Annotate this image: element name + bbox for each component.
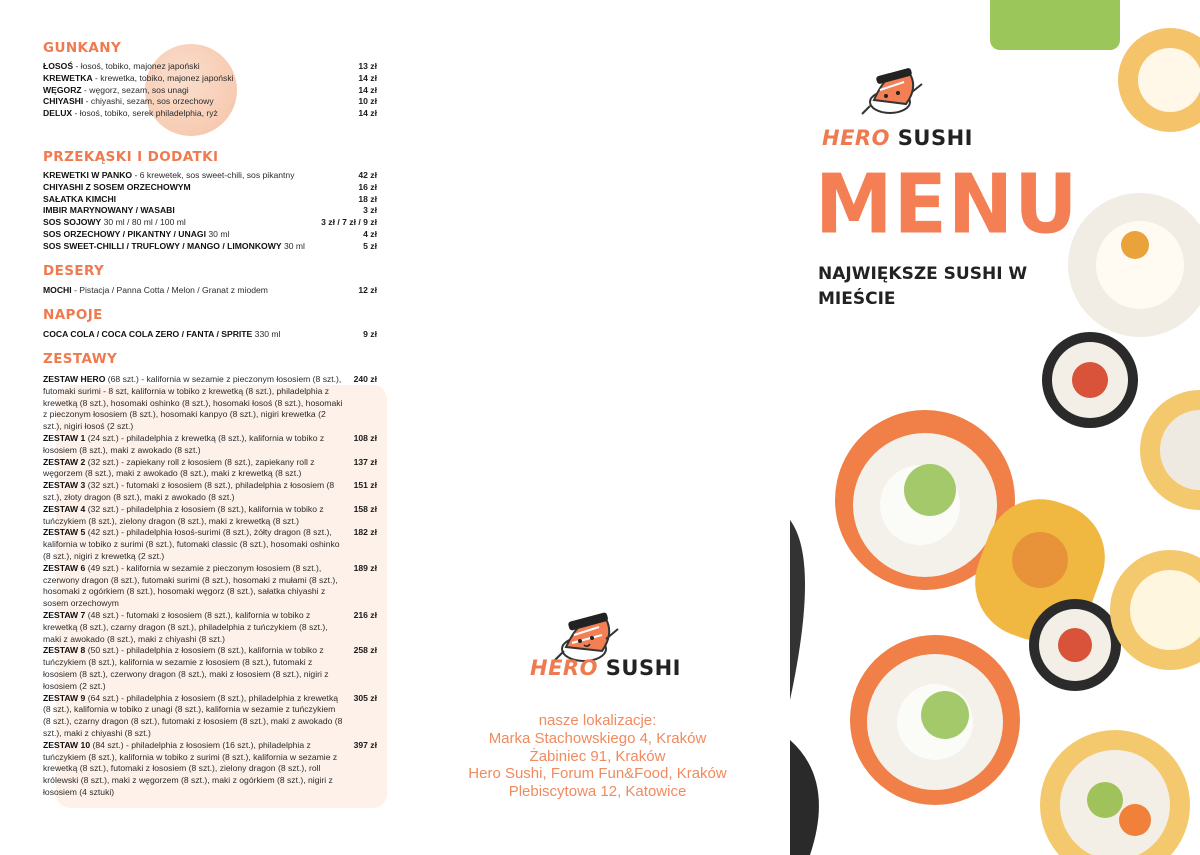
menu-item-name: ZESTAW 7 [43,609,86,620]
menu-item-row [43,73,377,85]
menu-item-row [43,61,377,73]
menu-item-name: SOS ORZECHOWY / PIKANTNY / UNAGI [43,228,206,239]
menu-item-price: 397 zł [353,739,377,750]
menu-item-name: SOS SWEET-CHILLI / TRUFLOWY / MANGO / LIMONKOWY [43,240,282,251]
menu-item-details: (84 szt.) - philadelphia z łososiem (16 szt.), philadelphia z tuńczykiem (8 szt.), kalifornia w tobiko z surimi (8 szt.), kalifornia w sezamie z krewetką (8 szt.), futomaki z łososiem (8 szt.), zielony dragon (8 szt.), roll królewski (8 szt.), maki z węgorzem (8 szt.), maki z ogórkiem (8 szt.), nigiri z łososiem (4 sztuki) [43,739,338,797]
menu-item-name: ZESTAW 6 [43,562,86,573]
menu-item-name: CHIYASHI Z SOSEM ORZECHOWYM [43,181,191,192]
menu-item-price: 108 zł [353,432,377,443]
menu-item-description [43,563,343,610]
menu-item-details: 30 ml [281,240,305,251]
menu-item-name: ZESTAW 3 [43,480,86,491]
menu-item-row [43,96,377,108]
menu-item-row [43,740,377,799]
menu-item-description [43,108,358,120]
menu-item-row [43,329,377,341]
menu-item-name: ZESTAW 2 [43,456,86,467]
location-line: Hero Sushi, Forum Fun&Food, Kraków [468,765,727,783]
menu-item-description [43,182,358,194]
menu-item-details: (64 szt.) - philadelphia z łososiem (8 szt.), philadelphia z krewetką (8 szt.), kalifornia w tobiko z unagi (8 szt.), kalifornia w sezamie z tuńczykiem (8 szt.), czarny dragon (8 szt.), futomaki z łososiem (8 szt.), maki z awokado (8 szt.), maki z chiyashi (8 szt.) [43,692,343,738]
location-line: Marka Stachowskiego 4, Kraków [488,729,707,747]
menu-item-description [43,527,343,562]
zestawy-list [43,374,377,799]
menu-item-price: 151 zł [353,480,377,491]
menu-item-row [43,205,377,217]
menu-item-name: WĘGORZ [43,84,82,95]
menu-item-price: 189 zł [353,562,377,573]
menu-item-row [43,563,377,610]
menu-item-details: (68 szt.) - kalifornia w sezamie z pieczonym łososiem (8 szt.), futomaki surimi - 8 szt, kalifornia w tobiko z krewetką (8 szt.), philadelphia z krewetką (8 szt.), hosomaki oshinko (8 szt.), hosomaki łosoś (8 szt.), hosomaki z pieczonym łososiem (8 szt.), hosomaki kanpyo (8 szt.), nigiri krewetka (2 szt.), nigiri łosoś (2 szt.) [43,374,343,432]
menu-item-price: 3 zł [363,205,377,216]
menu-item-details: - łosoś, tobiko, serek philadelphia, ryż [72,108,218,119]
menu-item-name: DELUX [43,108,73,119]
menu-item-row [43,229,377,241]
menu-item-price: 5 zł [363,240,377,251]
menu-item-row [43,194,377,206]
hero-sushi-mascot-icon [842,52,942,132]
section-title-przekaski: PRZEKĄSKI I DODATKI [43,149,219,165]
menu-item-price: 240 zł [353,374,377,384]
menu-item-name: SAŁATKA KIMCHI [43,193,117,204]
menu-item-details: 30 ml [205,228,230,239]
menu-item-price: 216 zł [353,609,377,620]
menu-item-details: (32 szt.) - futomaki z łososiem (8 szt.), philadelphia z łososiem (8 szt.), złoty dragon (8 szt.), maki z awokado (8 szt.) [43,480,335,502]
menu-item-description [43,61,358,73]
menu-item-description [43,457,343,481]
menu-item-description [43,480,343,504]
menu-item-price: 158 zł [353,503,377,514]
locations-block [440,712,755,801]
menu-item-details: 330 ml [252,329,281,339]
menu-item-price: 182 zł [353,527,377,538]
menu-item-details: (50 szt.) - philadelphia z łososiem (8 szt.), kalifornia w tobiko z tuńczykiem (8 szt.), kalifornia w sezamie z łososiem (8 szt.), futomaki z łososiem (8 szt.), czerwony dragon (8 szt.), maki z łososiem (8 szt.), nigiri z łososiem (2 szt.) [43,645,329,691]
menu-item-details: (32 szt.) - philadelphia z łososiem (8 szt.), kalifornia w tobiko z tuńczykiem (8 szt.), zielony dragon (8 szt.), maki z krewetką (8 szt.) [43,503,324,526]
przekaski-list [43,170,377,253]
menu-item-row [43,527,377,562]
menu-item-row [43,457,377,481]
menu-item-row [43,241,377,253]
menu-item-row [43,504,377,528]
menu-item-row [43,85,377,97]
menu-item-description [43,740,343,799]
menu-item-details: - węgorz, sezam, sos unagi [81,84,189,95]
menu-item-details: - łosoś, tobiko, majonez japoński [73,61,200,71]
menu-item-description [43,170,358,182]
menu-item-description [43,285,358,297]
menu-item-description [43,504,343,528]
menu-item-name: KREWETKI W PANKO [43,170,133,180]
menu-item-price: 3 zł / 7 zł / 9 zł [321,217,377,228]
section-title-desery: DESERY [43,263,105,279]
menu-item-row [43,433,377,457]
location-line: Plebiscytowa 12, Katowice [508,783,687,801]
menu-item-description [43,194,358,206]
menu-item-name: COCA COLA / COCA COLA ZERO / FANTA / SPRITE [43,329,253,339]
menu-item-description [43,241,363,253]
desery-list [43,285,377,297]
menu-item-row [43,480,377,504]
sushi-roll [790,740,819,855]
menu-item-description [43,85,358,97]
menu-item-details: (49 szt.) - kalifornia w sezamie z pieczonym łososiem (8 szt.), czerwony dragon (8 szt.), futomaki surimi (8 szt.), hosomaki z mułami (8 szt.), hosomaki z ogórkiem (8 szt.), hosomaki węgorz (8 szt.), sałatka chiyashi z sosem orzechowym [43,562,338,609]
menu-item-description [43,693,343,740]
menu-item-price: 9 zł [363,329,377,339]
menu-item-name: ZESTAW HERO [43,374,106,384]
menu-item-price: 4 zł [363,228,377,239]
menu-item-description [43,205,363,217]
menu-item-price: 258 zł [353,645,377,656]
menu-item-row [43,285,377,297]
section-title-gunkany: GUNKANY [43,40,122,56]
menu-item-details: (48 szt.) - futomaki z łososiem (8 szt.), kalifornia w tobiko z krewetką (8 szt.), czarny dragon (8 szt.), philadelphia z tuńczykiem (8 szt.), maki z awokado (8 szt.), maki z chiyashi (8 szt.) [43,609,328,644]
menu-item-name: ZESTAW 4 [43,503,86,514]
menu-item-price: 10 zł [358,96,377,107]
menu-item-details: - chiyashi, sezam, sos orzechowy [83,96,214,107]
brand-hero-text: HERO [530,656,598,680]
menu-item-name: CHIYASHI [43,96,84,107]
menu-item-price: 18 zł [358,193,377,204]
menu-item-details: - Pistacja / Panna Cotta / Melon / Granat z miodem [71,285,268,295]
menu-item-details: 30 ml / 80 ml / 100 ml [101,217,186,228]
menu-item-name: ZESTAW 10 [43,739,91,750]
menu-item-description [43,645,343,692]
menu-item-name: MOCHI [43,285,72,295]
menu-item-description [43,610,343,645]
menu-item-name: IMBIR MARYNOWANY / WASABI [43,205,175,216]
sushi-roll [990,0,1120,50]
menu-item-price: 14 zł [358,72,377,83]
brand-hero-text: HERO [822,126,890,150]
menu-item-row [43,170,377,182]
menu-item-price: 16 zł [358,181,377,192]
brand-logo-small [530,656,681,680]
menu-item-price: 42 zł [358,170,377,180]
menu-item-row [43,108,377,120]
menu-title: MENU [815,157,1079,253]
sushi-roll [790,520,805,700]
menu-item-description [43,73,358,85]
menu-item-row [43,374,377,433]
menu-item-price: 12 zł [358,285,377,295]
gunkany-list [43,61,377,120]
location-line: Żabiniec 91, Kraków [529,747,666,765]
menu-item-details: - 6 krewetek, sos sweet-chili, sos pikantny [132,170,295,180]
menu-item-price: 14 zł [358,84,377,95]
locations-heading: nasze lokalizacje: [538,712,657,729]
menu-item-description [43,433,343,457]
menu-item-name: ZESTAW 8 [43,645,86,656]
menu-item-price: 14 zł [358,108,377,119]
menu-item-name: ZESTAW 5 [43,527,86,538]
menu-item-name: ZESTAW 1 [43,432,86,443]
menu-item-name: SOS SOJOWY [43,217,102,228]
menu-item-name: ŁOSOŚ [43,61,74,71]
brand-logo-main [822,126,973,150]
menu-item-price: 137 zł [353,456,377,467]
menu-item-row [43,217,377,229]
menu-item-details: (32 szt.) - zapiekany roll z łososiem (8 szt.), zapiekany roll z węgorzem (8 szt.), maki z awokado (8 szt.), maki z krewetką (8 szt.) [43,456,315,479]
menu-item-details: (24 szt.) - philadelphia z krewetką (8 szt.), kalifornia w tobiko z łososiem (8 szt.), maki z awokado (8 szt.) [43,432,325,455]
section-title-zestawy: ZESTAWY [43,351,118,367]
menu-item-row [43,693,377,740]
menu-item-row [43,610,377,645]
menu-price-list-panel [0,0,400,855]
brand-sushi-text: SUSHI [605,656,681,680]
section-title-napoje: NAPOJE [43,307,103,323]
menu-item-details: - krewetka, tobiko, majonez japoński [92,72,234,83]
menu-item-description [43,374,343,433]
menu-item-description [43,217,321,229]
menu-item-price: 13 zł [358,61,377,71]
menu-item-details: (42 szt.) - philadelphia łosoś-surimi (8 szt.), żółty dragon (8 szt.), kalifornia w tobiko z surimi (8 szt.), futomaki classic (8 szt.), hosomaki oshinko (8 szt.), nigiri z krewetką (2 szt.) [43,527,340,561]
napoje-list [43,329,377,341]
menu-item-description [43,96,358,108]
menu-item-row [43,182,377,194]
menu-item-price: 305 zł [353,692,377,703]
menu-item-description [43,329,363,341]
menu-item-description [43,229,363,241]
brand-sushi-text: SUSHI [897,126,973,150]
menu-item-name: ZESTAW 9 [43,692,86,703]
menu-item-name: KREWETKA [43,72,93,83]
menu-item-row [43,645,377,692]
tagline: NAJWIĘKSZE SUSHI W MIEŚCIE [818,264,1028,309]
